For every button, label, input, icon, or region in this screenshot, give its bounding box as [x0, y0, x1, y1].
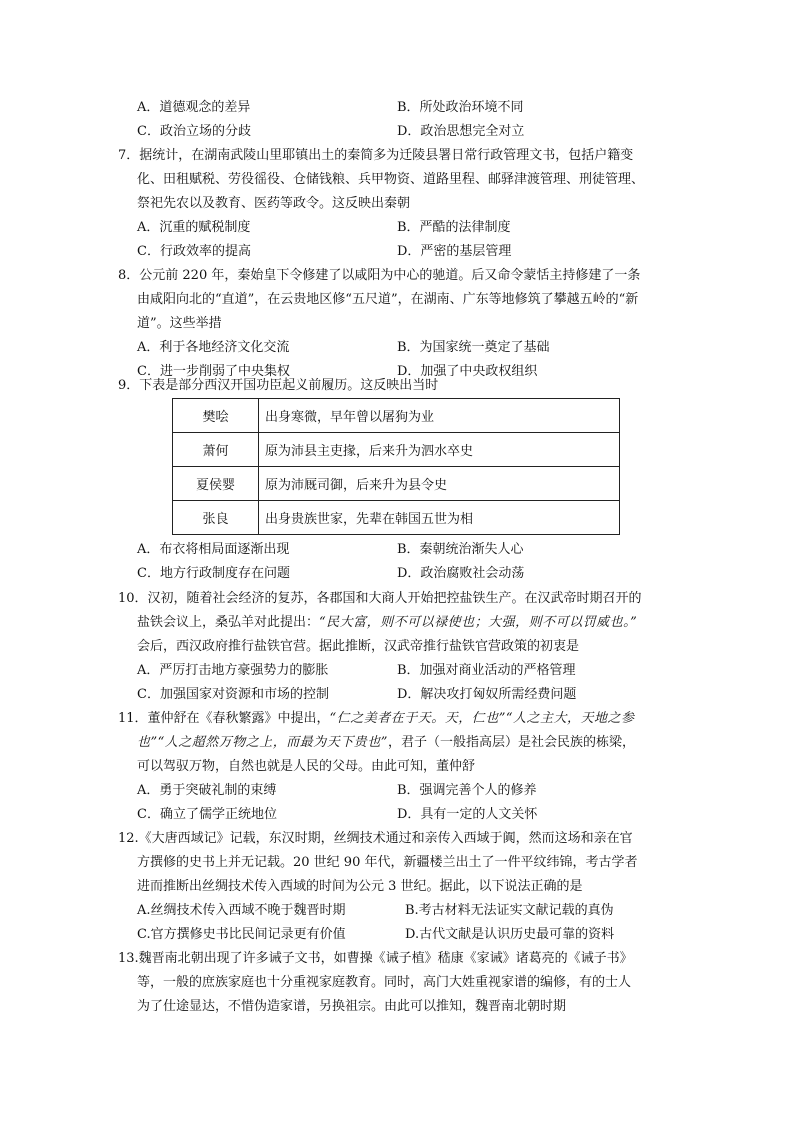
table-cell-desc: 出身贵族世家，先辈在韩国五世为相: [259, 501, 620, 535]
q10-stem-line-1: 10．汉初，随着社会经济的复苏，各郡国和大商人开始把控盐铁生产。在汉武帝时期召开的: [118, 591, 642, 606]
table-cell-name: 萧何: [173, 433, 259, 467]
q11-stem-line-3: 可以驾驭万物，自然也就是人民的父母。由此可知，董仲舒: [137, 759, 476, 774]
q8-option-c: C．进一步削弱了中央集权: [137, 364, 290, 379]
q8-option-b: B．为国家统一奠定了基础: [397, 340, 550, 355]
q12-stem-line-2: 方撰修的史书上并无记载。20 世纪 90 年代，新疆楼兰出土了一件平纹纬锦，考古学者: [137, 855, 638, 870]
q9-option-b: B．秦朝统治渐失人心: [397, 542, 524, 557]
q11-option-d: D．具有一定的人文关怀: [397, 807, 538, 822]
q12-stem-line-1: 12.《大唐西域记》记载，东汉时期，丝绸技术通过和亲传入西域于阗，然而这场和亲在官: [118, 831, 633, 846]
q11-stem-line-2: [137, 733, 635, 753]
q10-option-a: A．严厉打击地方豪强势力的膨胀: [137, 663, 329, 678]
table-row: [173, 501, 620, 535]
q7-option-d: D．严密的基层管理: [397, 244, 512, 259]
q11-stem-text-2: ，君子（一般指高层）是社会民族的栋梁，: [387, 735, 635, 750]
table-row: [173, 433, 620, 467]
q7-option-b: B．严酷的法律制度: [397, 220, 511, 235]
q10-stem-line-3: 会后，西汉政府推行盐铁官营。据此推断，汉武帝推行盐铁官营政策的初衷是: [137, 639, 580, 654]
q9-stem: 9．下表是部分西汉开国功臣起义前履历。这反映出当时: [118, 378, 439, 393]
table-row: [173, 399, 620, 433]
q6-option-b: B．所处政治环境不同: [397, 100, 524, 115]
q7-stem-line-3: 祭祀先农以及教育、医药等政令。这反映出秦朝: [137, 196, 411, 211]
q6-option-a: A．道德观念的差异: [137, 100, 251, 115]
q10-stem-line-2: [137, 613, 637, 633]
q10-option-d: D．解决攻打匈奴所需经费问题: [397, 687, 577, 702]
q8-stem-line-2: 由咸阳向北的“直道”，在云贵地区修“五尺道”，在湖南、广东等地修筑了攀越五岭的“新: [137, 292, 639, 307]
q12-option-c: C.官方撰修史书比民间记录更有价值: [137, 927, 346, 942]
q6-option-c: C．政治立场的分歧: [137, 124, 251, 139]
q12-stem-line-3: 进而推断出丝绸技术传入西域的时间为公元 3 世纪。据此，以下说法正确的是: [137, 879, 583, 894]
q12-option-d: D.古代文献是认识历史最可靠的资料: [405, 927, 615, 942]
q8-option-d: D．加强了中央政权组织: [397, 364, 538, 379]
q11-option-a: A．勇于突破礼制的束缚: [137, 783, 277, 798]
q7-stem-line-1: 7．据统计，在湖南武陵山里耶镇出土的秦简多为迁陵县署日常行政管理文书，包括户籍变: [118, 148, 634, 163]
q11-option-b: B．强调完善个人的修养: [397, 783, 537, 798]
q9-option-a: A．布衣将相局面逐渐出现: [137, 542, 290, 557]
table-row: [173, 467, 620, 501]
q12-option-a: A.丝绸技术传入西域不晚于魏晋时期: [137, 903, 346, 918]
q9-table: [172, 398, 620, 535]
q11-stem-line-1: [118, 709, 635, 729]
q9-option-c: C．地方行政制度存在问题: [137, 566, 290, 581]
q8-stem-line-3: 道”。这些举措: [137, 316, 222, 331]
q10-option-c: C．加强国家对资源和市场的控制: [137, 687, 329, 702]
q13-stem-line-3: 为了仕途显达，不惜伪造家谱，另换祖宗。由此可以推知，魏晋南北朝时期: [137, 999, 567, 1014]
q7-stem-line-2: 化、田租赋税、劳役徭役、仓储钱粮、兵甲物资、道路里程、邮驿津渡管理、刑徒管理、: [137, 172, 645, 187]
table-cell-desc: 原为沛县主吏掾，后来升为泗水卒史: [259, 433, 620, 467]
q11-stem-text: 11．董仲舒在《春秋繁露》中提出，: [118, 711, 330, 726]
q11-quote-1: “仁之美者在于天。天，仁也”“人之主大，天地之参: [329, 711, 635, 726]
q11-option-c: C．确立了儒学正统地位: [137, 807, 277, 822]
q7-option-a: A．沉重的赋税制度: [137, 220, 251, 235]
q8-stem-line-1: 8．公元前 220 年，秦始皇下令修建了以咸阳为中心的驰道。后又命令蒙恬主持修建了一条: [118, 268, 641, 283]
q8-option-a: A．利于各地经济文化交流: [137, 340, 290, 355]
q13-stem-line-1: 13.魏晋南北朝出现了许多诫子文书，如曹操《诫子植》嵇康《家诫》诸葛亮的《诫子书》: [118, 951, 633, 966]
table-cell-name: 张良: [173, 501, 259, 535]
q11-quote-2: 也”“人之超然万物之上，而最为天下贵也”: [137, 735, 388, 750]
q10-option-b: B．加强对商业活动的严格管理: [397, 663, 576, 678]
table-cell-name: 夏侯婴: [173, 467, 259, 501]
q12-option-b: B.考古材料无法证实文献记载的真伪: [405, 903, 614, 918]
table-cell-desc: 原为沛厩司御，后来升为县令史: [259, 467, 620, 501]
table-cell-name: 樊哙: [173, 399, 259, 433]
q10-stem-text: 盐铁会议上，桑弘羊对此提出：: [137, 615, 320, 630]
q9-option-d: D．政治腐败社会动荡: [397, 566, 525, 581]
q13-stem-line-2: 等，一般的庶族家庭也十分重视家庭教育。同时，高门大姓重视家谱的编修，有的士人: [137, 975, 632, 990]
table-cell-desc: 出身寒微，早年曾以屠狗为业: [259, 399, 620, 433]
q7-option-c: C．行政效率的提高: [137, 244, 251, 259]
q10-quote: “民大富，则不可以禄使也；大强，则不可以罚威也。”: [319, 615, 638, 630]
q6-option-d: D．政治思想完全对立: [397, 124, 525, 139]
